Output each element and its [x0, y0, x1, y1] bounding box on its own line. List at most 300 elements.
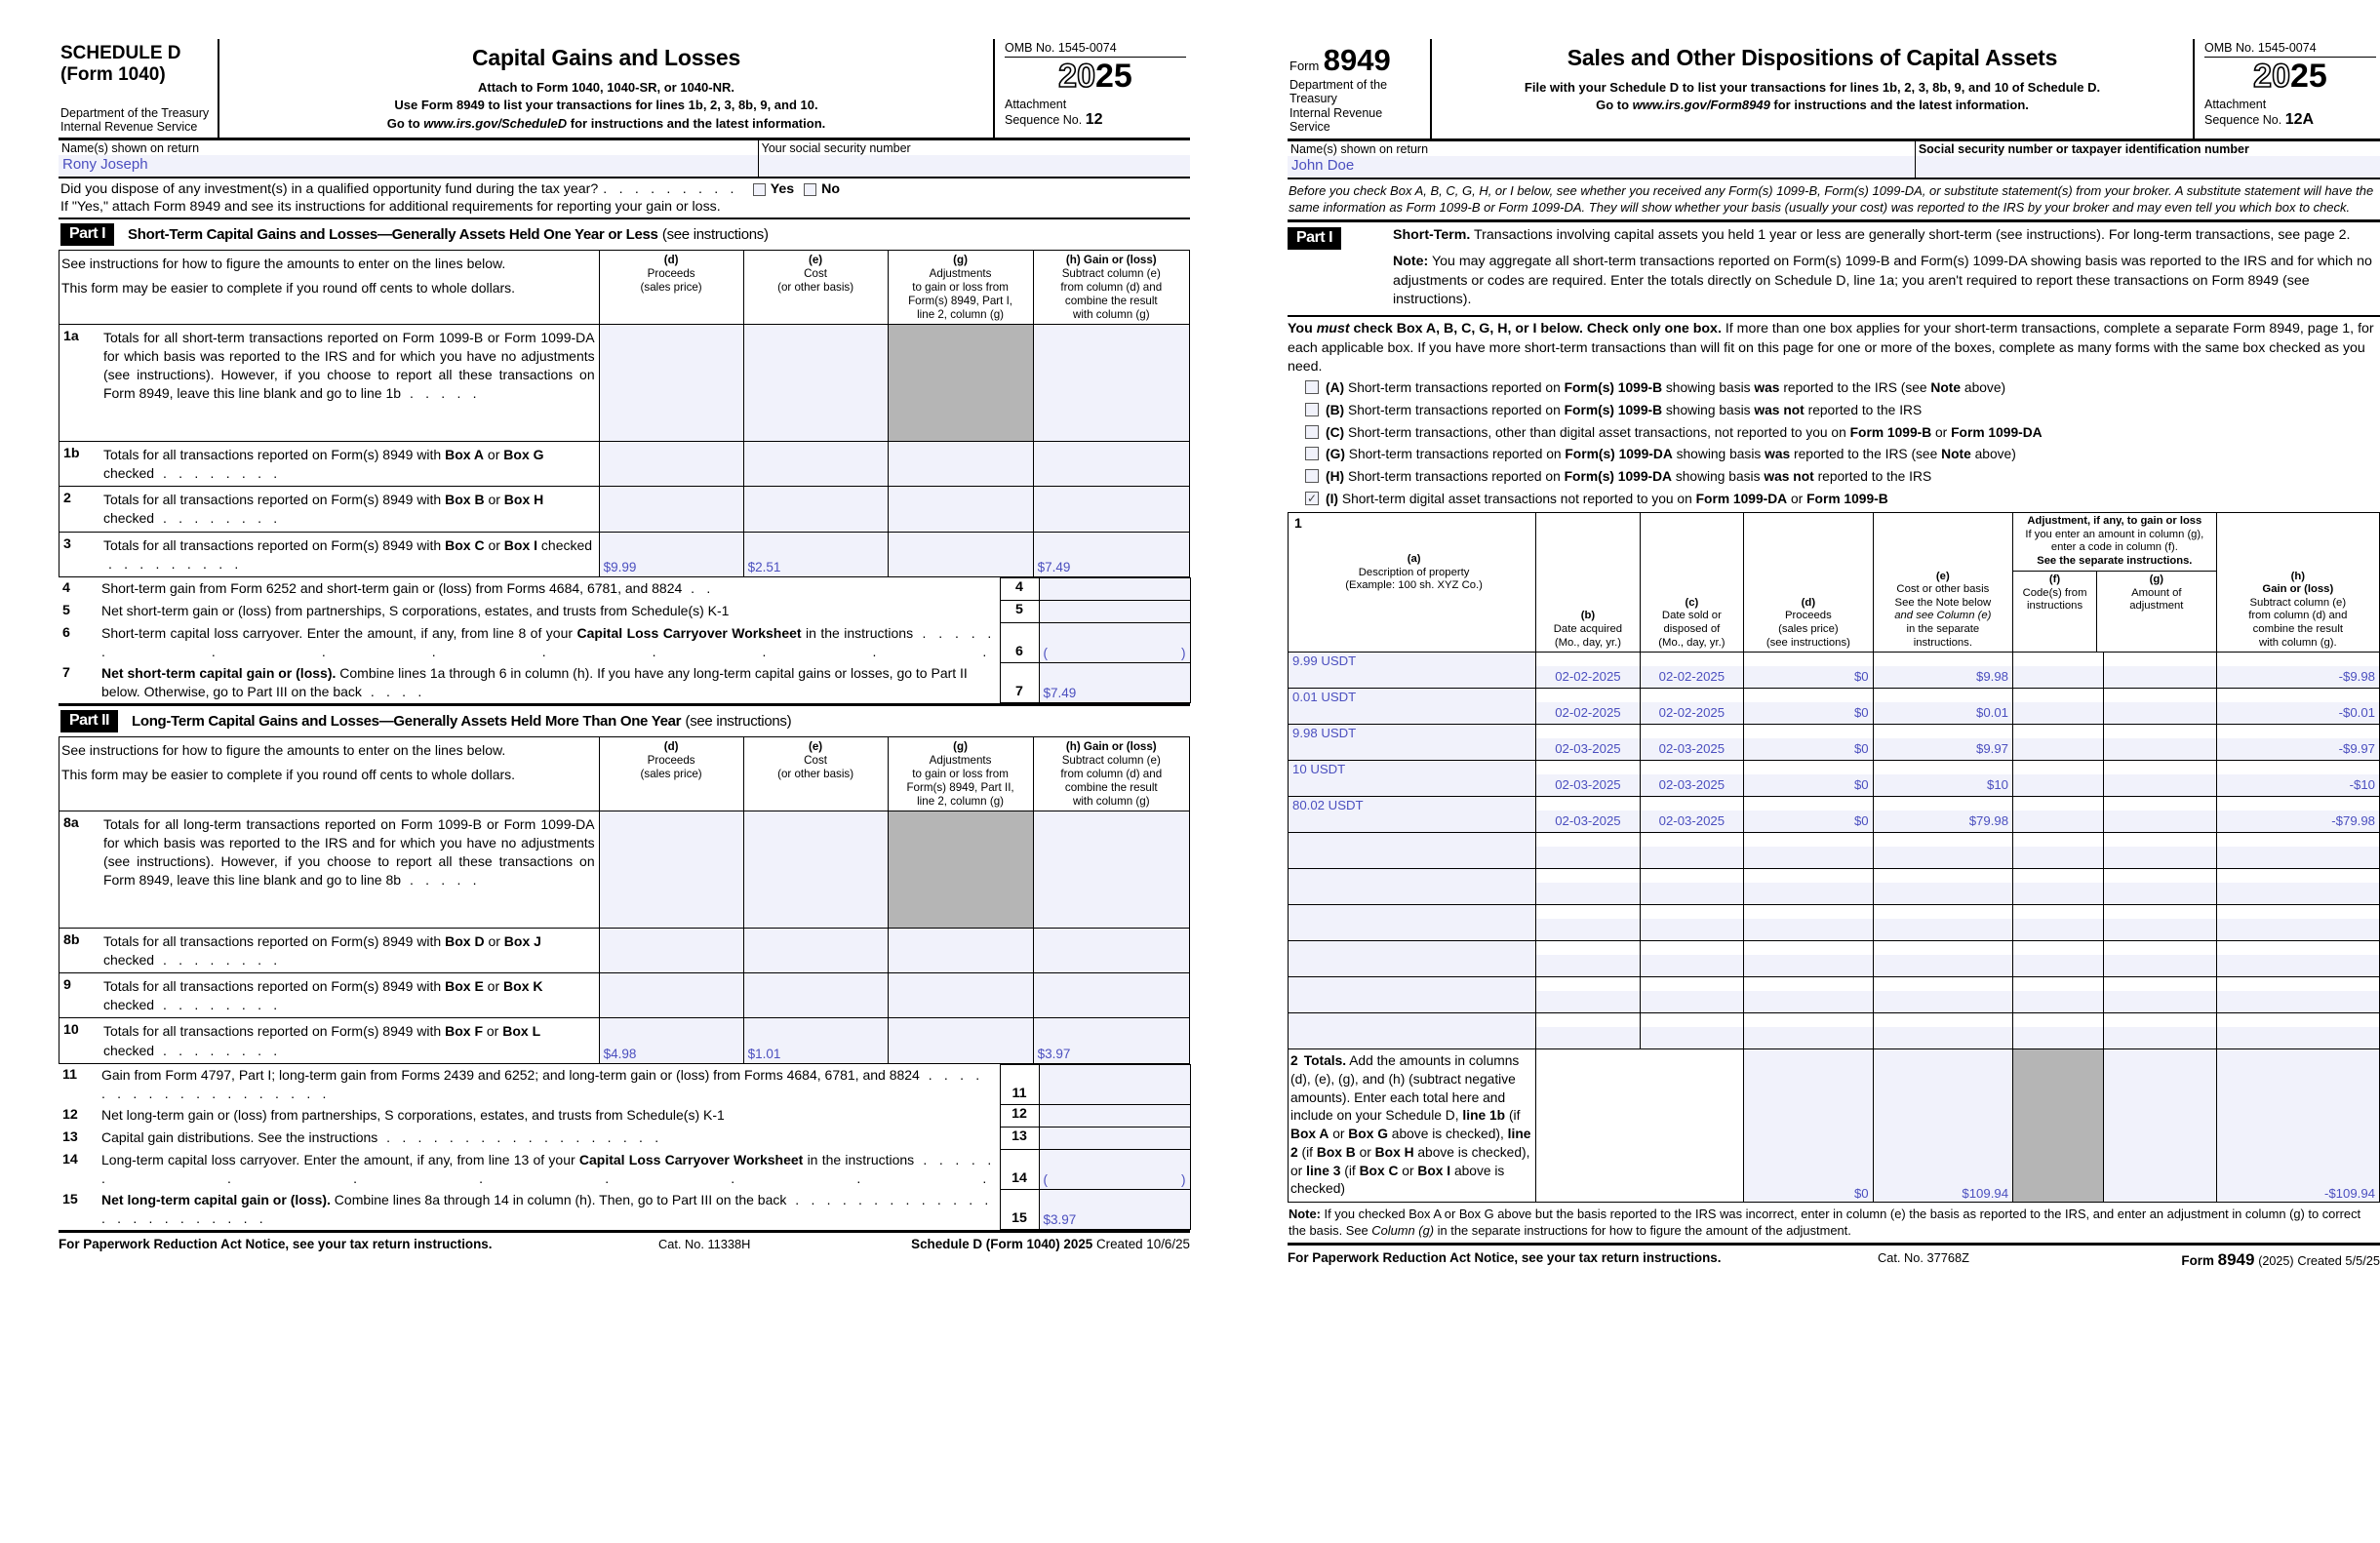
line-number: 3 — [60, 532, 101, 576]
cell-adjustment[interactable] — [2104, 919, 2216, 941]
ssn-input-8949[interactable] — [1916, 156, 2380, 178]
line-7-row: 7 Net short-term capital gain or (loss). Combine lines 1a through 6 in column (h). If you have any long-term capital gains or losses, go to Part II below. Otherwise, go to Part III on the back . . . . 7 $7.49 — [59, 662, 1190, 702]
name-label-8949: Name(s) shown on return — [1290, 141, 1429, 156]
checkbox-B-icon[interactable] — [1305, 403, 1319, 416]
qof-yes-checkbox[interactable] — [753, 183, 766, 196]
form-8949-identity — [1288, 39, 1432, 138]
cell-description[interactable]: 10 USDT — [1289, 761, 1536, 797]
form-8949-footer — [1288, 1246, 2380, 1270]
line-description: Totals for all transactions reported on Form(s) 8949 with Box D or Box J checked . . . . . . . . — [101, 928, 599, 972]
cell-date-sold[interactable]: 02-02-2025 — [1640, 702, 1743, 725]
totals-g[interactable] — [2104, 1049, 2216, 1203]
year-prefix: 20 — [1058, 58, 1095, 95]
line-11-row: 11 Gain from Form 4797, Part I; long-term gain from Forms 2439 and 6252; and long-term gain or (loss) from Forms 4684, 6781, and 8824 . . . . . . . . . . . . . . . . . . . 11 — [59, 1064, 1190, 1104]
checkbox-label: (B) Short-term transactions reported on Form(s) 1099-B showing basis was not reported to the IRS — [1326, 402, 1923, 417]
must-check-paragraph: You must check Box A, B, C, G, H, or I below. Check only one box. If more than one box applies for your short-term transactions, complete a separate Form 8949, page 1, for each applicable box. If you have more short-term transactions than will fit on this page for one or more of the boxes, complete as many forms with the same box checked as you need. — [1288, 315, 2380, 376]
line-11-number: 11 — [1000, 1064, 1039, 1104]
schedule-d-sub3 — [225, 115, 987, 133]
part-1-section-8949 — [1288, 219, 2380, 309]
cell-adjustment[interactable] — [2104, 991, 2216, 1013]
line-5-text: Net short-term gain or (loss) from partnerships, S corporations, estates, and trusts from Schedule(s) K-1 — [101, 603, 730, 619]
totals-h[interactable]: -$109.94 — [2216, 1049, 2379, 1203]
cell-proceeds[interactable]: $0 — [1744, 738, 1874, 761]
cell-adjustment[interactable] — [2104, 702, 2216, 725]
aggregate-note: Note: You may aggregate all short-term transactions reported on Form(s) 1099-B and Form(s) 1099-DA showing basis was reported to the IRS and for which no adjustments or codes are required. Enter the totals directly on Schedule D, line 1a; you aren't required to report these transactions on Form 8949 (see instructions). — [1393, 254, 2372, 307]
line-7-value[interactable]: $7.49 — [1039, 662, 1190, 702]
cell-cost-basis[interactable] — [1873, 847, 2012, 869]
cell-description[interactable]: 9.98 USDT — [1289, 725, 1536, 761]
line-description: Totals for all short-term transactions reported on Form 1099-B or Form 1099-DA for which basis was reported to the IRS and for which you have no adjustments (see instructions). However, if you choose to report all these transactions on Form 8949, leave this line blank and go to line 1b . . . . . — [101, 324, 599, 441]
cell-code[interactable] — [2013, 847, 2104, 869]
year-suffix: 25 — [1095, 58, 1132, 95]
line-number: 8a — [60, 811, 101, 928]
paperwork-notice: For Paperwork Reduction Act Notice, see your tax return instructions. — [59, 1237, 493, 1252]
omb-number-8949: OMB No. 1545-0074 — [2204, 41, 2376, 58]
line-col-h[interactable]: $7.49 — [1033, 532, 1189, 576]
part-1-title: Short-Term Capital Gains and Losses—Generally Assets Held One Year or Less (see instructions) — [128, 226, 769, 244]
cell-gain-loss[interactable]: -$9.98 — [2216, 666, 2379, 689]
line-col-h[interactable] — [1033, 972, 1189, 1017]
line-6-row: 6 Short-term capital loss carryover. Enter the amount, if any, from line 8 of your Capital Loss Carryover Worksheet in the instructions . . . . . . . . . . . . . . 6 ( ) — [59, 622, 1190, 662]
cell-proceeds[interactable]: $0 — [1744, 811, 1874, 833]
part-2-instructions — [60, 737, 600, 811]
line-number: 1b — [60, 441, 101, 486]
cell-date-sold[interactable] — [1640, 919, 1743, 941]
part-2-instr-1: See instructions for how to figure the amounts to enter on the lines below. — [61, 742, 506, 759]
checkbox-option-G[interactable] — [1305, 444, 2380, 466]
schedule-d-line-row — [60, 811, 1190, 928]
qof-question-row — [59, 178, 1190, 198]
checkbox-A-icon[interactable] — [1305, 380, 1319, 394]
form-8949-title: Sales and Other Dispositions of Capital Assets — [1567, 45, 2058, 70]
checkbox-label: (G) Short-term transactions reported on Form(s) 1099-DA showing basis was reported to the IRS (see Note above) — [1326, 447, 2016, 462]
col-e-header: (e) Cost (or other basis) — [743, 251, 888, 325]
cell-proceeds[interactable] — [1744, 919, 1874, 941]
form-8949 — [1288, 39, 2380, 1543]
line-col-d[interactable] — [599, 487, 743, 532]
line-col-d[interactable] — [599, 441, 743, 486]
cell-adjustment[interactable] — [2104, 738, 2216, 761]
tax-year — [1005, 59, 1186, 95]
tax-year-8949: 2025 — [2253, 58, 2327, 95]
catalog-number-8949: Cat. No. 37768Z — [1878, 1250, 1969, 1266]
cell-code[interactable] — [2013, 1027, 2104, 1049]
line-col-h[interactable] — [1033, 811, 1189, 928]
line-4-row: 4 Short-term gain from Form 6252 and short-term gain or (loss) from Forms 4684, 6781, and 8824 . . 4 — [59, 577, 1190, 600]
line-12-text: Net long-term gain or (loss) from partnerships, S corporations, estates, and trusts from Schedule(s) K-1 — [101, 1107, 725, 1124]
cell-date-sold[interactable]: 02-03-2025 — [1640, 811, 1743, 833]
cell-date-sold[interactable]: 02-02-2025 — [1640, 666, 1743, 689]
line-col-d[interactable] — [599, 972, 743, 1017]
line-col-h[interactable] — [1033, 928, 1189, 972]
checkbox-option-I[interactable] — [1305, 489, 2380, 511]
checkbox-option-C[interactable] — [1305, 422, 2380, 445]
cell-cost-basis[interactable] — [1873, 955, 2012, 977]
form-8949-titleblock — [1432, 39, 2195, 138]
line-description: Totals for all transactions reported on Form(s) 8949 with Box A or Box G checked . . . . . . . . — [101, 441, 599, 486]
line-description: Totals for all long-term transactions reported on Form 1099-B or Form 1099-DA for which basis was reported to the IRS and for which you have no adjustments (see instructions). However, if you choose to report all these transactions on Form 8949, leave this line blank and go to line 8b . . . . . — [101, 811, 599, 928]
totals-d[interactable]: $0 — [1744, 1049, 1874, 1203]
table-row — [1289, 905, 2380, 919]
cell-date-sold[interactable] — [1640, 1027, 1743, 1049]
col-g-header-8949: (g) Amount of adjustment — [2129, 574, 2184, 613]
totals-description: 2 Totals. Add the amounts in columns (d), (e), (g), and (h) (subtract negative amounts). Enter each total here and include on your Schedule D, line 1b (if Box A or Box G above is checked), line 2 (if Box B or Box H above is checked), or line 3 (if Box C or Box I above is checked) — [1289, 1049, 1536, 1203]
line-description: Totals for all transactions reported on Form(s) 8949 with Box E or Box K checked . . . . . . . . — [101, 972, 599, 1017]
checkbox-label: (A) Short-term transactions reported on Form(s) 1099-B showing basis was reported to the IRS (see Note above) — [1326, 380, 2006, 396]
line-col-h[interactable]: $3.97 — [1033, 1018, 1189, 1063]
line-col-e[interactable] — [743, 441, 888, 486]
cell-date-acquired[interactable]: 02-02-2025 — [1536, 702, 1640, 725]
line-col-d[interactable]: $9.99 — [599, 532, 743, 576]
catalog-number: Cat. No. 11338H — [658, 1237, 751, 1252]
cell-description[interactable]: 9.99 USDT — [1289, 653, 1536, 689]
line-col-h[interactable] — [1033, 487, 1189, 532]
checkbox-label: (H) Short-term transactions reported on Form(s) 1099-DA showing basis was not reported to the IRS — [1326, 469, 1932, 484]
line-col-d[interactable]: $4.98 — [599, 1018, 743, 1063]
cell-description[interactable] — [1289, 977, 1536, 1013]
line-col-e[interactable] — [743, 324, 888, 441]
treasury-line2: Internal Revenue Service — [60, 119, 198, 134]
cell-adjustment[interactable] — [2104, 774, 2216, 797]
line-15-row: 15 Net long-term capital gain or (loss). Combine lines 8a through 14 in column (h). Then, go to Part III on the back . . . . . . . . . . . . . . . . . . . . . . . . 15 $3.97 — [59, 1189, 1190, 1229]
cell-gain-loss[interactable] — [2216, 991, 2379, 1013]
leader-dots: . . . . . . . . . — [603, 181, 738, 198]
treasury-line2-8949: Internal Revenue Service — [1289, 105, 1383, 135]
form-8949-omb-block — [2195, 39, 2380, 138]
part-1-instr-2: This form may be easier to complete if you round off cents to whole dollars. — [61, 280, 516, 297]
ssn-label: Your social security number — [761, 141, 911, 156]
cell-cost-basis[interactable] — [1873, 1027, 2012, 1049]
attachment-sequence-8949: Attachment Sequence No. 12A — [2204, 97, 2315, 129]
sequence-number: 12 — [1085, 111, 1103, 129]
cell-date-sold[interactable] — [1640, 955, 1743, 977]
col-b-header: (b) Date acquired (Mo., day, yr.) — [1536, 513, 1640, 653]
line-col-g[interactable] — [888, 972, 1033, 1017]
col-c-header: (c) Date sold or disposed of (Mo., day, yr.) — [1640, 513, 1743, 653]
cell-cost-basis[interactable]: $9.97 — [1873, 738, 2012, 761]
col-h-header-8949: (h) Gain or (loss) Subtract column (e) from column (d) and combine the result with column (g). — [2216, 513, 2379, 653]
cell-date-sold[interactable]: 02-03-2025 — [1640, 774, 1743, 797]
line-description: Totals for all transactions reported on Form(s) 8949 with Box C or Box I checked . . . . . . . . . — [101, 532, 599, 576]
cell-proceeds[interactable]: $0 — [1744, 774, 1874, 797]
checkbox-G-icon[interactable] — [1305, 447, 1319, 460]
sequence-number-8949: 12A — [2284, 111, 2315, 129]
cell-adjustment[interactable] — [2104, 847, 2216, 869]
line-5-value[interactable] — [1039, 600, 1190, 622]
part-1-instructions — [60, 251, 600, 325]
cell-description[interactable] — [1289, 833, 1536, 869]
cell-adjustment[interactable] — [2104, 666, 2216, 689]
cell-gain-loss[interactable]: -$9.97 — [2216, 738, 2379, 761]
part-1-badge: Part I — [60, 223, 114, 246]
cell-date-acquired[interactable] — [1536, 1027, 1640, 1049]
cell-code[interactable] — [2013, 919, 2104, 941]
line-col-d[interactable] — [599, 811, 743, 928]
line-14-value[interactable]: ( ) — [1039, 1149, 1190, 1189]
cell-cost-basis[interactable] — [1873, 883, 2012, 905]
cell-date-acquired[interactable] — [1536, 991, 1640, 1013]
col-d-header-2: (d) Proceeds (sales price) — [599, 737, 743, 811]
table-row — [1289, 689, 2380, 702]
line-col-e[interactable]: $1.01 — [743, 1018, 888, 1063]
cell-date-acquired[interactable] — [1536, 919, 1640, 941]
col-h-header: (h) Gain or (loss) Subtract column (e) from column (d) and combine the result with column (g) — [1033, 251, 1189, 325]
cell-proceeds[interactable] — [1744, 883, 1874, 905]
qof-no-checkbox[interactable] — [804, 183, 816, 196]
qof-yes-label: Yes — [770, 181, 795, 198]
short-term-description: Short-Term. Transactions involving capital assets you held 1 year or less are generally short-term (see instructions). For long-term transactions, see page 2. — [1393, 227, 2351, 244]
cell-description[interactable] — [1289, 869, 1536, 905]
cell-proceeds[interactable] — [1744, 1027, 1874, 1049]
cell-proceeds[interactable] — [1744, 955, 1874, 977]
table-row — [1289, 797, 2380, 811]
line-11-value[interactable] — [1039, 1064, 1190, 1104]
checkbox-I-icon[interactable] — [1305, 492, 1319, 505]
cell-date-sold[interactable] — [1640, 847, 1743, 869]
line-7-number: 7 — [1000, 662, 1039, 702]
table-row — [1289, 941, 2380, 955]
ssn-cell — [759, 140, 1190, 177]
cell-cost-basis[interactable] — [1873, 991, 2012, 1013]
line-4-number: 4 — [1000, 577, 1039, 600]
cell-code[interactable] — [2013, 811, 2104, 833]
schedule-d-name-row — [59, 140, 1190, 178]
schedule-label-line1: SCHEDULE D — [60, 43, 181, 63]
line-col-e[interactable] — [743, 811, 888, 928]
name-cell-8949 — [1288, 141, 1916, 178]
checkbox-option-B[interactable] — [1305, 400, 2380, 422]
schedule-d-identity — [59, 39, 219, 138]
col-d-header-8949: (d) Proceeds (sales price) (see instructions) — [1744, 513, 1874, 653]
cell-gain-loss[interactable] — [2216, 919, 2379, 941]
line-14-number: 14 — [1000, 1149, 1039, 1189]
part-1-column-headers — [60, 251, 1190, 325]
line-4-text: Short-term gain from Form 6252 and short-term gain or (loss) from Forms 4684, 6781, and 8824 — [101, 580, 683, 597]
col-e-header-8949: (e) Cost or other basis See the Note below and see Column (e) in the separate instructions. — [1873, 513, 2012, 653]
scheduled-url[interactable]: www.irs.gov/ScheduleD — [423, 115, 568, 131]
line-12-row: 12 Net long-term gain or (loss) from partnerships, S corporations, estates, and trusts from Schedule(s) K-1 12 — [59, 1104, 1190, 1127]
cell-cost-basis[interactable]: $0.01 — [1873, 702, 2012, 725]
line-number: 10 — [60, 1018, 101, 1063]
col-g-header-2: (g) Adjustments to gain or loss from Form(s) 8949, Part II, line 2, column (g) — [888, 737, 1033, 811]
line-6-number: 6 — [1000, 622, 1039, 662]
cell-date-acquired[interactable] — [1536, 847, 1640, 869]
adjustment-group-header: Adjustment, if any, to gain or loss If you enter an amount in column (g), enter a code in column (f). See the separate instructions. (f) Code(s) from instructions (g) Amount of adjustment — [2013, 513, 2217, 653]
cell-gain-loss[interactable] — [2216, 1027, 2379, 1049]
line-col-e[interactable] — [743, 972, 888, 1017]
part-2-title: Long-Term Capital Gains and Losses—Generally Assets Held More Than One Year (see instructions) — [131, 713, 792, 731]
cell-cost-basis[interactable]: $9.98 — [1873, 666, 2012, 689]
schedule-d-footer — [59, 1230, 1190, 1251]
cell-description[interactable]: 80.02 USDT — [1289, 797, 1536, 833]
cell-code[interactable] — [2013, 666, 2104, 689]
page-title: Capital Gains and Losses — [471, 45, 741, 70]
line-col-e[interactable] — [743, 928, 888, 972]
name-label: Name(s) shown on return — [61, 141, 200, 156]
cell-proceeds[interactable]: $0 — [1744, 702, 1874, 725]
part-2-lines-11-15 — [59, 1064, 1191, 1230]
col-h-header-2: (h) Gain or (loss) Subtract column (e) from column (d) and combine the result with column (g) — [1033, 737, 1189, 811]
line-15-value[interactable]: $3.97 — [1039, 1189, 1190, 1229]
part-2-table — [59, 736, 1190, 1064]
cell-adjustment[interactable] — [2104, 955, 2216, 977]
checkbox-label: (C) Short-term transactions, other than digital asset transactions, not reported to you on Form 1099-B or Form 1099-DA — [1326, 424, 2043, 440]
line-12-number: 12 — [1000, 1104, 1039, 1127]
schedule-label-line2: (Form 1040) — [60, 64, 166, 86]
part-2-instr-2: This form may be easier to complete if you round off cents to whole dollars. — [61, 766, 516, 782]
goto-text: Go to — [386, 115, 424, 131]
cell-gain-loss[interactable]: -$79.98 — [2216, 811, 2379, 833]
totals-row — [1289, 1049, 2380, 1203]
cell-cost-basis[interactable]: $10 — [1873, 774, 2012, 797]
col-d-header: (d) Proceeds (sales price) — [599, 251, 743, 325]
cell-description[interactable] — [1289, 1013, 1536, 1049]
line-12-value[interactable] — [1039, 1104, 1190, 1127]
cell-adjustment[interactable] — [2104, 883, 2216, 905]
cell-code[interactable] — [2013, 738, 2104, 761]
part-1-instr-1: See instructions for how to figure the amounts to enter on the lines below. — [61, 256, 506, 272]
schedule-d-line-row — [60, 928, 1190, 972]
cell-date-acquired[interactable] — [1536, 883, 1640, 905]
cell-date-acquired[interactable]: 02-02-2025 — [1536, 666, 1640, 689]
cell-gain-loss[interactable]: -$0.01 — [2216, 702, 2379, 725]
checkbox-H-icon[interactable] — [1305, 469, 1319, 483]
cell-code[interactable] — [2013, 883, 2104, 905]
line-description: Totals for all transactions reported on Form(s) 8949 with Box F or Box L checked . . . . . . . . — [101, 1018, 599, 1063]
qof-question: Did you dispose of any investment(s) in a qualified opportunity fund during the tax year? — [60, 181, 599, 198]
checkbox-label: (I) Short-term digital asset transactions not reported to you on Form 1099-DA or Form 1099-B — [1326, 491, 1888, 506]
line-13-value[interactable] — [1039, 1127, 1190, 1149]
line-5-number: 5 — [1000, 600, 1039, 622]
checkbox-option-A[interactable] — [1305, 377, 2380, 400]
cell-description[interactable]: 0.01 USDT — [1289, 689, 1536, 725]
table-row — [1289, 977, 2380, 991]
part-1-badge-8949: Part I — [1288, 227, 1341, 250]
cell-date-sold[interactable] — [1640, 991, 1743, 1013]
cell-code[interactable] — [2013, 702, 2104, 725]
part-1-lines-4-7 — [59, 577, 1191, 703]
col-e-header-2: (e) Cost (or other basis) — [743, 737, 888, 811]
schedule-d-titleblock — [219, 39, 995, 138]
name-input-8949[interactable]: John Doe — [1288, 156, 1915, 178]
line-description: Totals for all transactions reported on Form(s) 8949 with Box B or Box H checked . . . . . . . . — [101, 487, 599, 532]
form-8949-sub2: Go to www.irs.gov/Form8949 for instructions and the latest information. — [1596, 98, 2029, 113]
qof-note: If "Yes," attach Form 8949 and see its instructions for additional requirements for reporting your gain or loss. — [59, 198, 1190, 219]
cell-gain-loss[interactable] — [2216, 883, 2379, 905]
qof-no-label: No — [821, 181, 841, 198]
cell-code[interactable] — [2013, 991, 2104, 1013]
cell-proceeds[interactable] — [1744, 991, 1874, 1013]
form8949-url[interactable]: www.irs.gov/Form8949 — [1632, 98, 1770, 113]
cell-cost-basis[interactable]: $79.98 — [1873, 811, 2012, 833]
cell-proceeds[interactable] — [1744, 847, 1874, 869]
line-col-h[interactable] — [1033, 324, 1189, 441]
part-2-badge: Part II — [60, 710, 118, 732]
cell-date-acquired[interactable]: 02-03-2025 — [1536, 811, 1640, 833]
omb-number: OMB No. 1545-0074 — [1005, 41, 1186, 58]
checkbox-C-icon[interactable] — [1305, 425, 1319, 439]
line-15-number: 15 — [1000, 1189, 1039, 1229]
schedule-d-form-id: Schedule D (Form 1040) 2025 Created 10/6/25 — [911, 1237, 1190, 1252]
line-col-g[interactable] — [888, 1018, 1033, 1063]
form-8949-name-row — [1288, 141, 2380, 179]
line-col-g[interactable] — [888, 532, 1033, 576]
line-number: 1a — [60, 324, 101, 441]
cell-description[interactable] — [1289, 905, 1536, 941]
line-col-g — [888, 811, 1033, 928]
cell-gain-loss[interactable] — [2216, 955, 2379, 977]
line-6-value[interactable]: ( ) — [1039, 622, 1190, 662]
part-2-column-headers — [60, 737, 1190, 811]
cell-date-acquired[interactable]: 02-03-2025 — [1536, 738, 1640, 761]
checkbox-option-H[interactable] — [1305, 466, 2380, 489]
cell-proceeds[interactable]: $0 — [1744, 666, 1874, 689]
line-col-e[interactable]: $2.51 — [743, 532, 888, 576]
table-row — [1289, 725, 2380, 738]
line-4-value[interactable] — [1039, 577, 1190, 600]
treasury-line1-8949: Department of the Treasury — [1289, 78, 1388, 106]
line-13-row: 13 Capital gain distributions. See the instructions . . . . . . . . . . . . . . . . . . 13 — [59, 1127, 1190, 1149]
line-col-d[interactable] — [599, 928, 743, 972]
table-header-row — [1289, 513, 2380, 653]
line-col-g[interactable] — [888, 928, 1033, 972]
name-cell — [59, 140, 759, 177]
name-input[interactable]: Rony Joseph — [59, 155, 758, 177]
cell-date-acquired[interactable] — [1536, 955, 1640, 977]
form-number: 8949 — [1323, 43, 1391, 77]
table-row — [1289, 1013, 2380, 1027]
schedule-d-sub1: Attach to Form 1040, 1040-SR, or 1040-NR. — [478, 80, 734, 95]
cell-date-sold[interactable] — [1640, 883, 1743, 905]
col-a-header: 1 (a) Description of property (Example: 100 sh. XYZ Co.) — [1289, 513, 1536, 653]
attachment-sequence — [1005, 98, 1186, 130]
cell-gain-loss[interactable] — [2216, 847, 2379, 869]
sequence-label: Sequence No. — [1005, 113, 1083, 128]
line-col-g[interactable] — [888, 487, 1033, 532]
goto-text-post: for instructions and the latest information. — [567, 115, 826, 131]
line-col-d[interactable] — [599, 324, 743, 441]
cell-adjustment[interactable] — [2104, 1027, 2216, 1049]
line-number: 9 — [60, 972, 101, 1017]
schedule-d-line-row — [60, 972, 1190, 1017]
line-col-h[interactable] — [1033, 441, 1189, 486]
part-2-bar — [59, 703, 1190, 736]
cell-date-sold[interactable]: 02-03-2025 — [1640, 738, 1743, 761]
part-1-table — [59, 250, 1190, 577]
table-row — [1289, 869, 2380, 883]
cell-code[interactable] — [2013, 774, 2104, 797]
cell-description[interactable] — [1289, 941, 1536, 977]
form-8949-header — [1288, 39, 2380, 141]
line-col-e[interactable] — [743, 487, 888, 532]
line-13-number: 13 — [1000, 1127, 1039, 1149]
line-col-g[interactable] — [888, 441, 1033, 486]
totals-e[interactable]: $109.94 — [1873, 1049, 2012, 1203]
schedule-d-sub2: Use Form 8949 to list your transactions for lines 1b, 2, 3, 8b, 9, and 10. — [394, 98, 818, 113]
cell-gain-loss[interactable]: -$10 — [2216, 774, 2379, 797]
table-row — [1289, 833, 2380, 847]
part-1-bar — [59, 219, 1190, 250]
cell-cost-basis[interactable] — [1873, 919, 2012, 941]
line-number: 2 — [60, 487, 101, 532]
schedule-d-line-row — [60, 324, 1190, 441]
cell-code[interactable] — [2013, 955, 2104, 977]
cell-date-acquired[interactable]: 02-03-2025 — [1536, 774, 1640, 797]
table-row — [1289, 761, 2380, 774]
transactions-table — [1288, 512, 2380, 1203]
cell-adjustment[interactable] — [2104, 811, 2216, 833]
ssn-input[interactable] — [759, 155, 1190, 177]
